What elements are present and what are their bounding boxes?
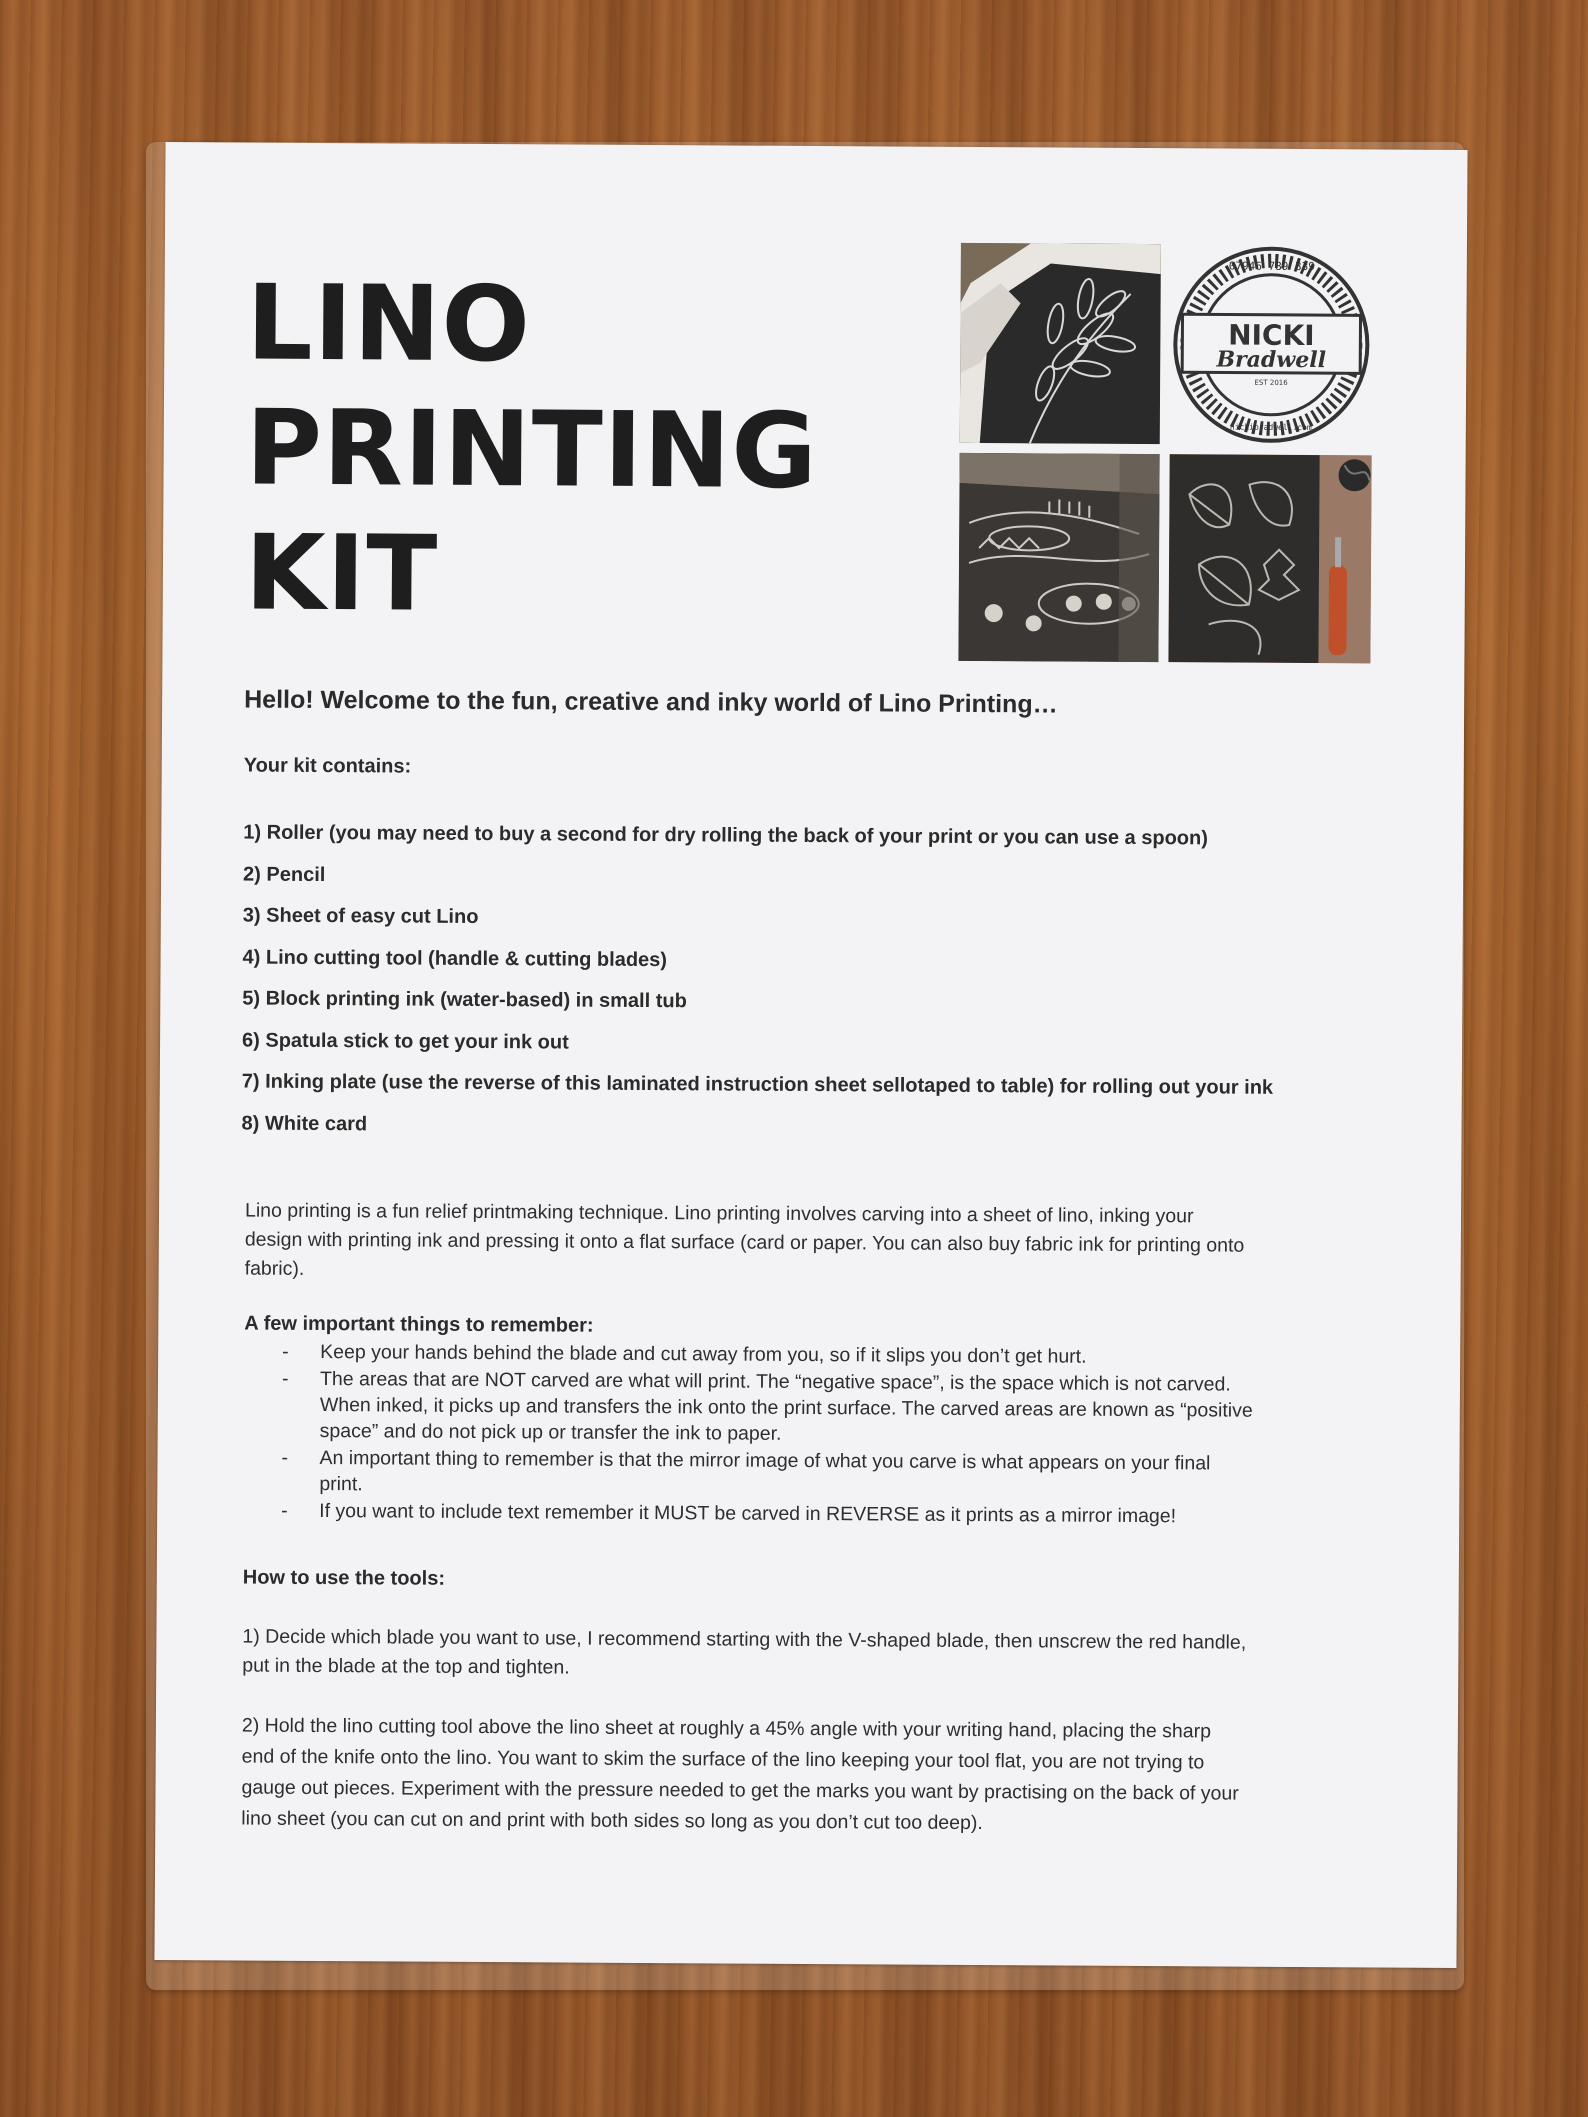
welcome-heading: Hello! Welcome to the fun, creative and inky world of Lino Printing…	[244, 685, 1058, 719]
text-line: lino sheet (you can cut on and print with both sides so long as you don’t cut too deep).	[241, 1807, 983, 1835]
title-line: KIT	[244, 511, 439, 635]
title-line: PRINTING	[245, 386, 819, 513]
text-line: Keep your hands behind the blade and cut away from you, so if it slips you don’t get hurt.	[320, 1341, 1087, 1368]
text-line: Lino printing is a fun relief printmaking technique. Lino printing involves carving into a sheet of lino, inking your	[244, 1199, 1194, 1228]
list-item: 1) Roller (you may need to buy a second for dry rolling the back of your print or you can use a spoon)	[243, 821, 1208, 850]
text-line: fabric).	[244, 1257, 305, 1280]
tools-heading: How to use the tools:	[242, 1566, 446, 1590]
logo-small-text: EST 2016	[1254, 378, 1288, 387]
logo-url: nickibradwell.com	[1229, 422, 1312, 433]
logo-stamp	[1170, 244, 1373, 445]
list-item	[244, 1366, 1344, 1451]
text-line: 1) Decide which blade you want to use, I recommend starting with the V-shaped blade, then unscrew the red handle,	[242, 1625, 1247, 1654]
logo-name-bottom: Bradwell	[1216, 346, 1327, 374]
text-line: The areas that are NOT carved are what will print. The “negative space”, is the space which is not carved.	[319, 1368, 1231, 1396]
bullet-dash: -	[281, 1499, 288, 1522]
list-item: 3) Sheet of easy cut Lino	[242, 904, 479, 928]
list-item: 4) Lino cutting tool (handle & cutting blades)	[242, 946, 668, 971]
list-item: 2) Pencil	[243, 863, 326, 886]
list-item	[243, 1498, 1343, 1531]
instruction-sheet	[154, 142, 1467, 1968]
page-title	[245, 261, 819, 639]
leaves-lino-photo	[1168, 454, 1371, 663]
bullet-dash: -	[282, 1340, 289, 1363]
title-line: LINO	[246, 261, 532, 386]
text-line: An important thing to remember is that the mirror image of what you carve is what appears on your final	[319, 1447, 1211, 1475]
logo-phone: 07946 789 339	[1228, 259, 1315, 274]
list-item: 5) Block printing ink (water-based) in small tub	[242, 987, 687, 1013]
remember-heading: A few important things to remember:	[244, 1312, 594, 1337]
intro-paragraph	[245, 1197, 1245, 1290]
text-line: put in the blade at the top and tighten.	[242, 1654, 570, 1679]
bullet-dash: -	[281, 1446, 289, 1469]
bullet-dash: -	[281, 1367, 289, 1390]
text-line: When inked, it picks up and transfers the ink onto the print surface. The carved areas are known as “positive	[319, 1394, 1253, 1422]
list-item: 7) Inking plate (use the reverse of this laminated instruction sheet sellotaped to table) for rolling out your ink	[241, 1070, 1274, 1099]
text-line: gauge out pieces. Experiment with the pressure needed to get the marks you want by practising on the back of your	[241, 1776, 1239, 1805]
leaf-print-photo	[960, 243, 1161, 444]
logo-name-top: NICKI	[1228, 318, 1315, 353]
tool-step-2	[241, 1711, 1239, 1841]
text-line: space” and do not pick up or transfer the ink to paper.	[319, 1420, 782, 1445]
text-line: end of the knife onto the lino. You want to skim the surface of the lino keeping your tool flat, you are not trying to	[241, 1745, 1205, 1774]
text-line: design with printing ink and pressing it onto a flat surface (card or paper. You can also buy fabric ink for printing onto	[244, 1228, 1245, 1257]
list-item	[243, 1445, 1343, 1504]
list-item: 8) White card	[241, 1112, 368, 1135]
text-line: print.	[319, 1473, 363, 1496]
tool-step-1	[242, 1623, 1246, 1687]
text-line: 2) Hold the lino cutting tool above the lino sheet at roughly a 45% angle with your writing hand, placing the sharp	[241, 1714, 1212, 1743]
carved-lino-photo	[958, 453, 1159, 662]
kit-heading: Your kit contains:	[243, 754, 412, 778]
kit-list	[241, 813, 1274, 1151]
photo-collage	[958, 243, 1373, 664]
text-line: If you want to include text remember it MUST be carved in REVERSE as it prints as a mirror image!	[319, 1500, 1177, 1528]
list-item: 6) Spatula stick to get your ink out	[242, 1029, 569, 1054]
remember-list	[243, 1339, 1344, 1532]
